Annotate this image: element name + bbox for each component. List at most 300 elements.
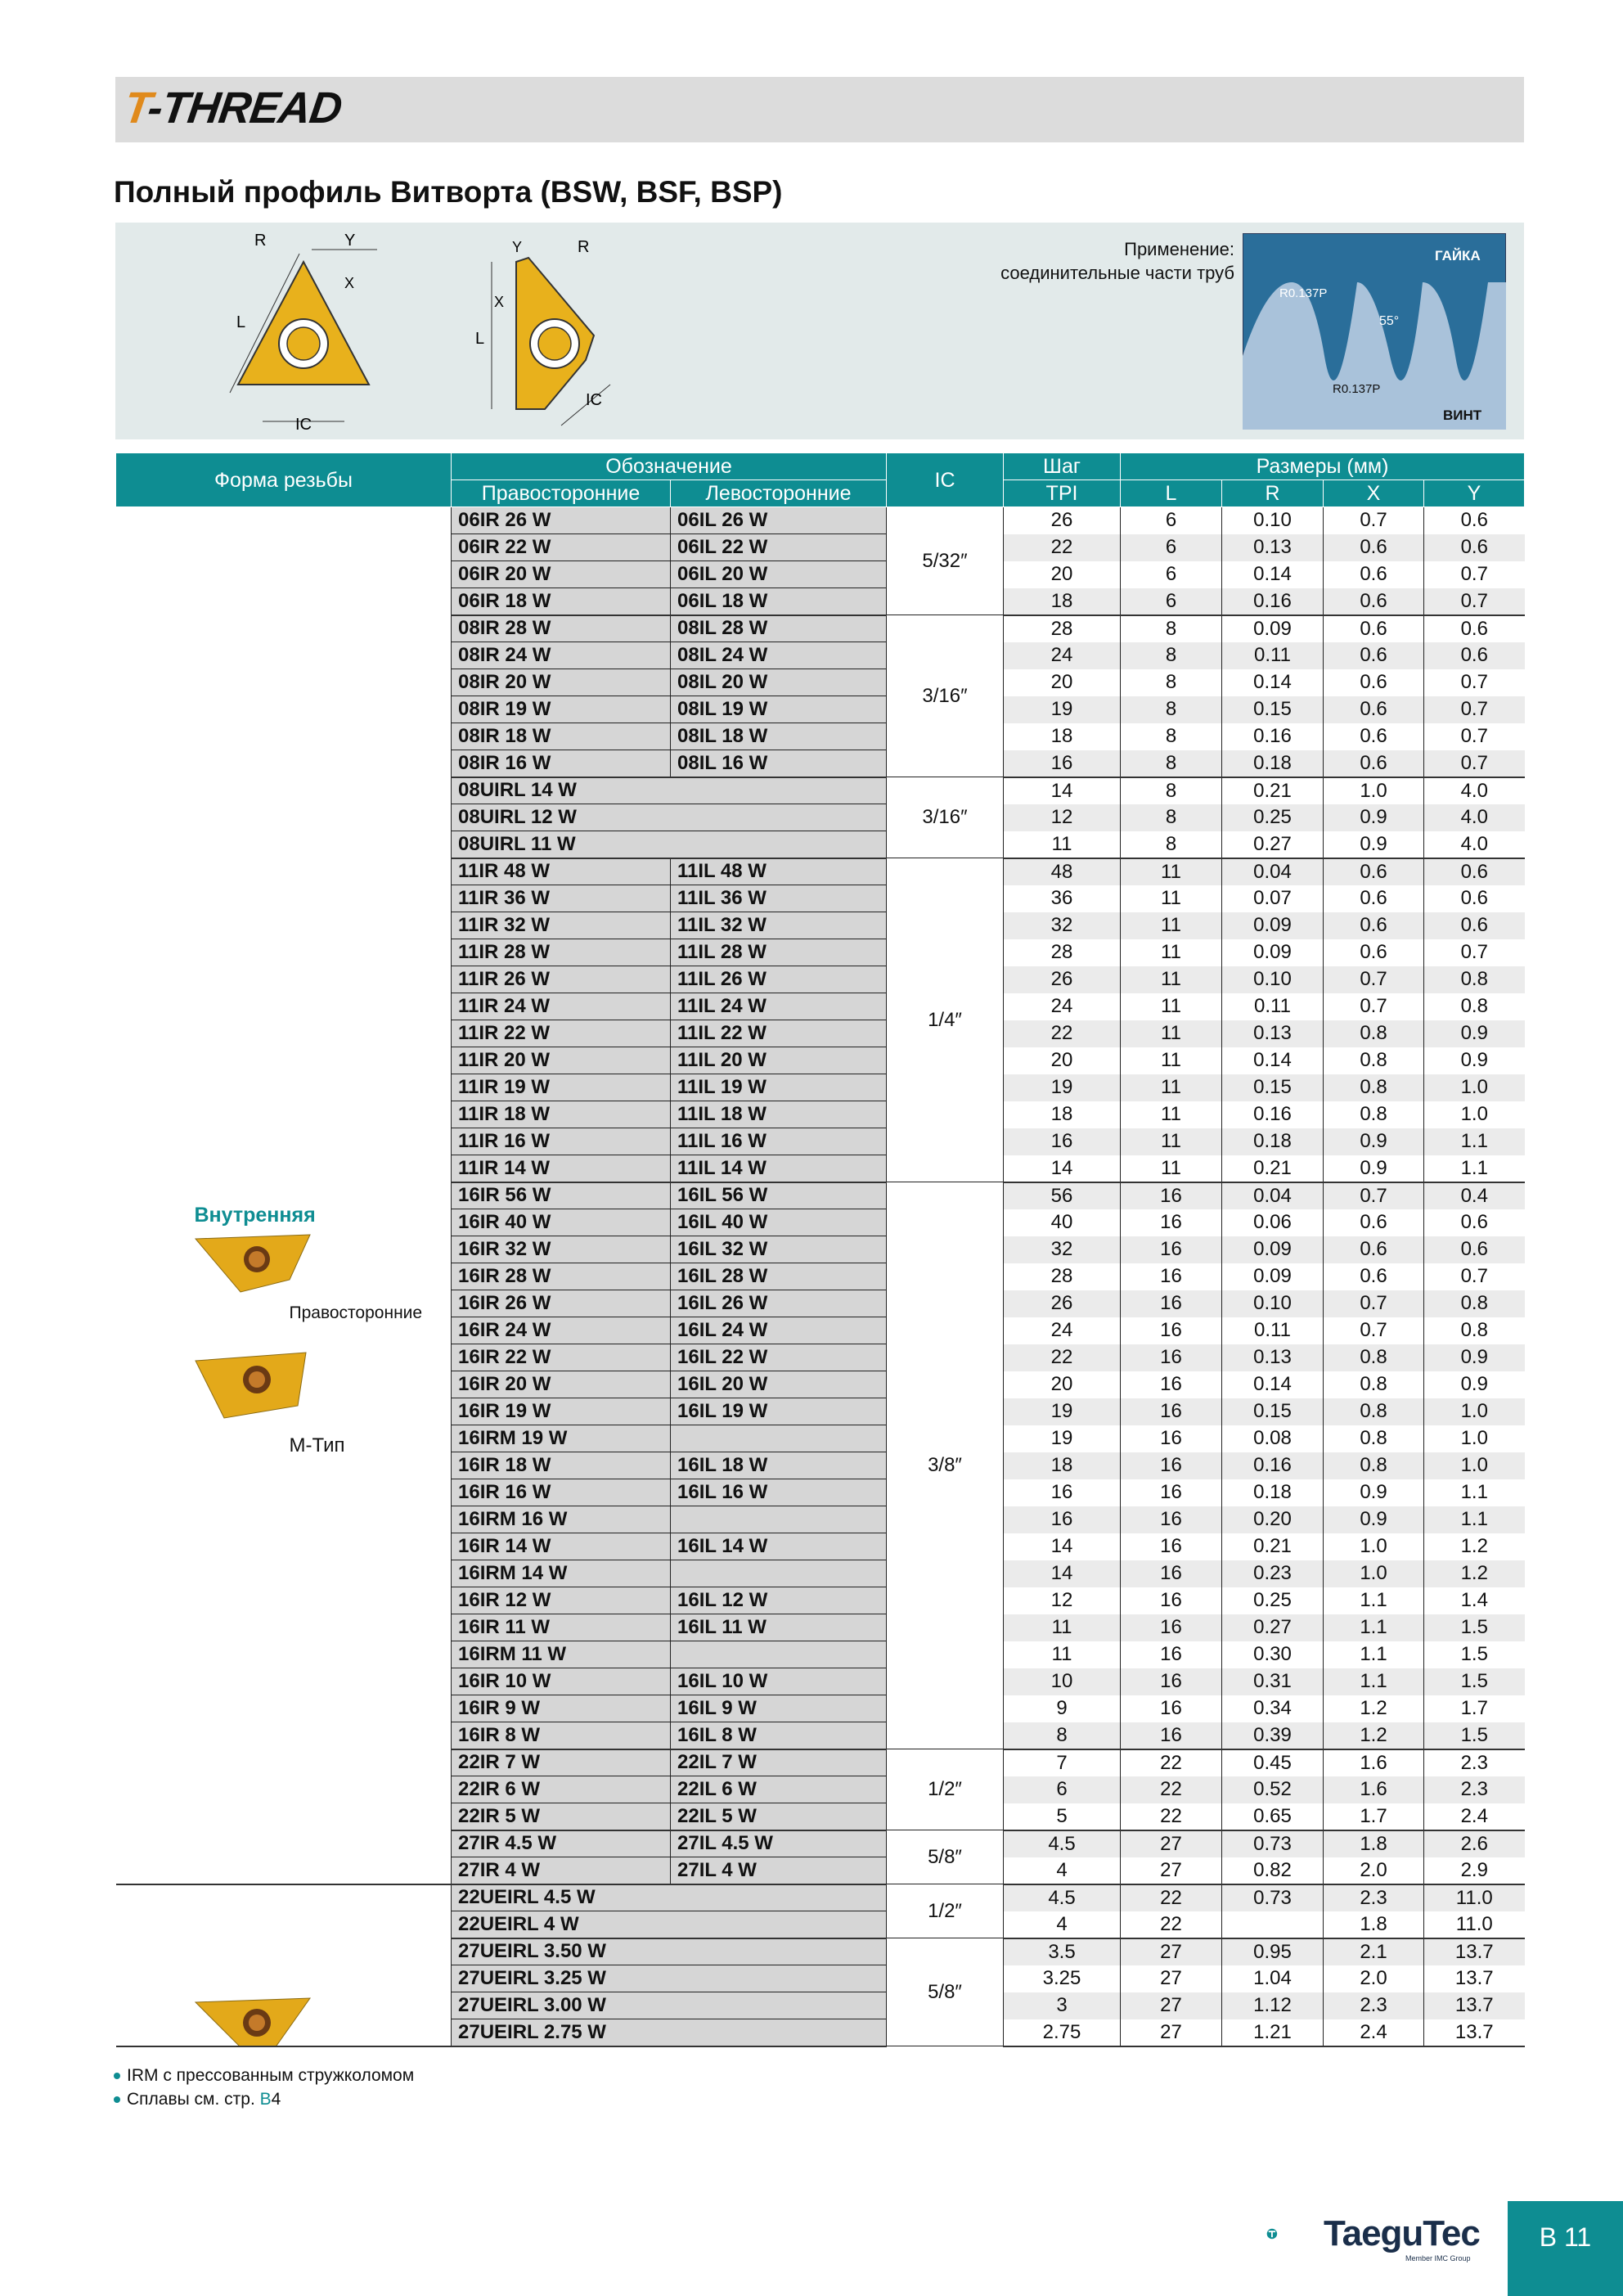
r-value: 0.73	[1222, 1830, 1324, 1857]
r-value: 0.45	[1222, 1749, 1324, 1776]
designation-code: 27UEIRL 3.00 W	[452, 1992, 887, 2019]
r-value: 0.30	[1222, 1641, 1324, 1668]
insert-photo-u-type	[191, 1994, 314, 2046]
l-value: 16	[1121, 1533, 1222, 1560]
right-hand-code: 11IR 16 W	[452, 1128, 671, 1155]
tpi-value: 28	[1004, 615, 1121, 642]
left-hand-code: 22IL 6 W	[671, 1776, 887, 1803]
y-value: 0.6	[1424, 885, 1525, 912]
left-hand-code: 16IL 10 W	[671, 1668, 887, 1695]
y-value: 0.7	[1424, 1263, 1525, 1290]
right-hand-code: 08IR 28 W	[452, 615, 671, 642]
tpi-value: 18	[1004, 1452, 1121, 1479]
l-value: 27	[1121, 1992, 1222, 2019]
l-value: 8	[1121, 615, 1222, 642]
x-value: 0.8	[1324, 1101, 1424, 1128]
x-value: 1.0	[1324, 1533, 1424, 1560]
y-value: 1.5	[1424, 1668, 1525, 1695]
y-value: 2.4	[1424, 1803, 1525, 1830]
l-value: 6	[1121, 507, 1222, 534]
x-value: 2.3	[1324, 1884, 1424, 1911]
tpi-value: 28	[1004, 1263, 1121, 1290]
designation-code: 27UEIRL 3.50 W	[452, 1938, 887, 1965]
tpi-value: 20	[1004, 561, 1121, 588]
tpi-value: 14	[1004, 777, 1121, 804]
x-value: 0.6	[1324, 588, 1424, 615]
y-value: 0.7	[1424, 561, 1525, 588]
l-value: 8	[1121, 777, 1222, 804]
tpi-value: 4.5	[1004, 1884, 1121, 1911]
x-value: 0.9	[1324, 831, 1424, 858]
right-hand-code: 16IR 18 W	[452, 1452, 671, 1479]
l-value: 27	[1121, 2019, 1222, 2046]
svg-text:R0.137P: R0.137P	[1333, 382, 1381, 396]
grades-page-link[interactable]: B	[259, 2090, 272, 2109]
y-value: 0.8	[1424, 993, 1525, 1020]
table-row	[116, 507, 1525, 534]
l-value: 11	[1121, 993, 1222, 1020]
y-value: 0.7	[1424, 939, 1525, 966]
col-right-hand: Правосторонние	[452, 480, 671, 507]
col-dimensions: Размеры (мм)	[1121, 453, 1525, 480]
l-value: 16	[1121, 1695, 1222, 1722]
l-value: 16	[1121, 1587, 1222, 1614]
l-value: 16	[1121, 1614, 1222, 1641]
y-value: 1.1	[1424, 1128, 1525, 1155]
tpi-value: 22	[1004, 534, 1121, 561]
y-value: 2.3	[1424, 1749, 1525, 1776]
left-hand-code: 22IL 5 W	[671, 1803, 887, 1830]
right-hand-code: 11IR 32 W	[452, 912, 671, 939]
bullet-icon	[114, 2073, 120, 2079]
x-value: 0.6	[1324, 1263, 1424, 1290]
l-value: 22	[1121, 1884, 1222, 1911]
left-hand-code: 11IL 36 W	[671, 885, 887, 912]
r-value: 0.07	[1222, 885, 1324, 912]
right-hand-code: 16IRM 14 W	[452, 1560, 671, 1587]
tpi-value: 7	[1004, 1749, 1121, 1776]
r-value: 0.16	[1222, 588, 1324, 615]
x-value: 0.7	[1324, 966, 1424, 993]
x-value: 0.9	[1324, 1479, 1424, 1506]
r-value: 0.14	[1222, 561, 1324, 588]
right-hand-code: 16IR 16 W	[452, 1479, 671, 1506]
tpi-value: 22	[1004, 1020, 1121, 1047]
col-r: R	[1222, 480, 1324, 507]
tpi-value: 6	[1004, 1776, 1121, 1803]
y-value: 1.0	[1424, 1101, 1525, 1128]
r-value: 0.13	[1222, 1020, 1324, 1047]
right-hand-code: 16IR 24 W	[452, 1317, 671, 1344]
r-value: 0.09	[1222, 1263, 1324, 1290]
y-value: 1.7	[1424, 1695, 1525, 1722]
l-value: 6	[1121, 534, 1222, 561]
tpi-value: 11	[1004, 1641, 1121, 1668]
l-value: 11	[1121, 1128, 1222, 1155]
tpi-value: 19	[1004, 1425, 1121, 1452]
x-value: 0.9	[1324, 1506, 1424, 1533]
left-hand-code: 16IL 24 W	[671, 1317, 887, 1344]
y-value: 0.6	[1424, 1236, 1525, 1263]
r-value: 0.10	[1222, 1290, 1324, 1317]
x-value: 0.6	[1324, 615, 1424, 642]
tpi-value: 18	[1004, 723, 1121, 750]
right-hand-code: 16IR 32 W	[452, 1236, 671, 1263]
y-value: 1.5	[1424, 1722, 1525, 1749]
tpi-value: 9	[1004, 1695, 1121, 1722]
r-value: 0.95	[1222, 1938, 1324, 1965]
ic-size: 5/32″	[887, 507, 1004, 615]
r-value: 0.21	[1222, 1155, 1324, 1182]
right-hand-code: 16IR 56 W	[452, 1182, 671, 1209]
left-hand-code: 11IL 28 W	[671, 939, 887, 966]
tpi-value: 40	[1004, 1209, 1121, 1236]
tpi-value: 24	[1004, 1317, 1121, 1344]
left-hand-code: 08IL 28 W	[671, 615, 887, 642]
y-value: 1.0	[1424, 1425, 1525, 1452]
right-hand-code: 11IR 14 W	[452, 1155, 671, 1182]
tpi-value: 11	[1004, 831, 1121, 858]
right-hand-code: 06IR 22 W	[452, 534, 671, 561]
right-hand-code: 16IR 10 W	[452, 1668, 671, 1695]
col-pitch: Шаг	[1004, 453, 1121, 480]
y-value: 13.7	[1424, 1965, 1525, 1992]
r-value: 0.31	[1222, 1668, 1324, 1695]
right-hand-code: 08IR 24 W	[452, 642, 671, 669]
left-hand-code: 16IL 19 W	[671, 1398, 887, 1425]
svg-text:L: L	[236, 313, 246, 331]
tpi-value: 3	[1004, 1992, 1121, 2019]
page-number: B 11	[1508, 2201, 1623, 2296]
left-hand-code	[671, 1425, 887, 1452]
y-value: 0.7	[1424, 750, 1525, 777]
tpi-value: 12	[1004, 1587, 1121, 1614]
l-value: 11	[1121, 885, 1222, 912]
l-value: 16	[1121, 1398, 1222, 1425]
u-type-form-cell	[116, 1884, 452, 2046]
y-value: 0.9	[1424, 1344, 1525, 1371]
r-value: 0.09	[1222, 939, 1324, 966]
x-value: 1.0	[1324, 1560, 1424, 1587]
tpi-value: 48	[1004, 858, 1121, 885]
y-value: 11.0	[1424, 1884, 1525, 1911]
x-value: 0.6	[1324, 534, 1424, 561]
designation-code: 08UIRL 11 W	[452, 831, 887, 858]
y-value: 13.7	[1424, 1992, 1525, 2019]
y-value: 0.8	[1424, 966, 1525, 993]
x-value: 0.8	[1324, 1452, 1424, 1479]
r-value: 0.25	[1222, 1587, 1324, 1614]
right-hand-code: 16IR 14 W	[452, 1533, 671, 1560]
svg-text:ВИНТ: ВИНТ	[1443, 407, 1482, 423]
ic-size: 5/8″	[887, 1938, 1004, 2046]
l-value: 22	[1121, 1911, 1222, 1938]
x-value: 0.8	[1324, 1398, 1424, 1425]
left-hand-code	[671, 1506, 887, 1533]
left-hand-code: 16IL 8 W	[671, 1722, 887, 1749]
right-hand-code: 08IR 18 W	[452, 723, 671, 750]
r-value: 0.18	[1222, 750, 1324, 777]
r-value: 0.18	[1222, 1479, 1324, 1506]
y-value: 0.9	[1424, 1020, 1525, 1047]
right-hand-code: 22IR 6 W	[452, 1776, 671, 1803]
y-value: 4.0	[1424, 804, 1525, 831]
l-value: 16	[1121, 1452, 1222, 1479]
l-value: 16	[1121, 1209, 1222, 1236]
left-hand-code: 27IL 4.5 W	[671, 1830, 887, 1857]
y-value: 0.6	[1424, 1209, 1525, 1236]
left-hand-code: 08IL 24 W	[671, 642, 887, 669]
tpi-value: 8	[1004, 1722, 1121, 1749]
right-hand-label: Правосторонние	[289, 1303, 423, 1322]
svg-text:L: L	[475, 330, 485, 348]
l-value: 16	[1121, 1317, 1222, 1344]
r-value: 0.14	[1222, 1371, 1324, 1398]
y-value: 4.0	[1424, 777, 1525, 804]
ic-size: 1/2″	[887, 1749, 1004, 1830]
l-value: 22	[1121, 1803, 1222, 1830]
l-value: 11	[1121, 912, 1222, 939]
l-value: 27	[1121, 1830, 1222, 1857]
r-value: 0.09	[1222, 1236, 1324, 1263]
left-hand-code: 16IL 11 W	[671, 1614, 887, 1641]
left-hand-code: 16IL 14 W	[671, 1533, 887, 1560]
l-value: 16	[1121, 1506, 1222, 1533]
right-hand-code: 16IR 26 W	[452, 1290, 671, 1317]
r-value: 0.09	[1222, 912, 1324, 939]
note-irm: IRM с прессованным стружколомом	[114, 2064, 414, 2087]
tpi-value: 4	[1004, 1857, 1121, 1884]
tpi-value: 36	[1004, 885, 1121, 912]
tpi-value: 28	[1004, 939, 1121, 966]
thread-profile-illustration	[1243, 233, 1506, 430]
r-value: 0.18	[1222, 1128, 1324, 1155]
x-value: 0.9	[1324, 804, 1424, 831]
left-hand-code: 16IL 40 W	[671, 1209, 887, 1236]
tpi-value: 14	[1004, 1155, 1121, 1182]
r-value: 0.65	[1222, 1803, 1324, 1830]
l-value: 11	[1121, 858, 1222, 885]
tpi-value: 20	[1004, 669, 1121, 696]
x-value: 0.8	[1324, 1047, 1424, 1074]
y-value: 1.1	[1424, 1155, 1525, 1182]
x-value: 2.0	[1324, 1857, 1424, 1884]
svg-text:R0.137P: R0.137P	[1279, 286, 1328, 300]
l-value: 6	[1121, 561, 1222, 588]
r-value: 0.11	[1222, 642, 1324, 669]
l-value: 22	[1121, 1776, 1222, 1803]
left-hand-code: 16IL 26 W	[671, 1290, 887, 1317]
tpi-value: 16	[1004, 1506, 1121, 1533]
tpi-value: 32	[1004, 912, 1121, 939]
col-x: X	[1324, 480, 1424, 507]
x-value: 1.0	[1324, 777, 1424, 804]
tpi-value: 26	[1004, 1290, 1121, 1317]
r-value: 0.14	[1222, 669, 1324, 696]
x-value: 0.6	[1324, 1236, 1424, 1263]
x-value: 0.6	[1324, 939, 1424, 966]
r-value: 0.16	[1222, 723, 1324, 750]
tpi-value: 12	[1004, 804, 1121, 831]
x-value: 0.8	[1324, 1344, 1424, 1371]
brand-name: TaeguTec	[1324, 2213, 1480, 2253]
right-hand-code: 27IR 4 W	[452, 1857, 671, 1884]
y-value: 0.7	[1424, 723, 1525, 750]
y-value: 1.5	[1424, 1614, 1525, 1641]
right-hand-code: 11IR 28 W	[452, 939, 671, 966]
x-value: 1.1	[1324, 1614, 1424, 1641]
tpi-value: 3.25	[1004, 1965, 1121, 1992]
tpi-value: 3.5	[1004, 1938, 1121, 1965]
y-value: 1.0	[1424, 1398, 1525, 1425]
designation-code: 08UIRL 12 W	[452, 804, 887, 831]
l-value: 8	[1121, 750, 1222, 777]
right-hand-code: 11IR 36 W	[452, 885, 671, 912]
svg-text:Y: Y	[512, 239, 523, 255]
right-hand-code: 16IR 9 W	[452, 1695, 671, 1722]
right-hand-code: 16IR 20 W	[452, 1371, 671, 1398]
tpi-value: 20	[1004, 1047, 1121, 1074]
r-value: 0.23	[1222, 1560, 1324, 1587]
bullet-icon	[114, 2096, 120, 2103]
l-value: 11	[1121, 966, 1222, 993]
r-value: 0.04	[1222, 1182, 1324, 1209]
l-value: 16	[1121, 1263, 1222, 1290]
x-value: 1.7	[1324, 1803, 1424, 1830]
l-value: 11	[1121, 1155, 1222, 1182]
left-hand-code: 22IL 7 W	[671, 1749, 887, 1776]
x-value: 0.9	[1324, 1128, 1424, 1155]
left-hand-code: 08IL 18 W	[671, 723, 887, 750]
r-value: 0.21	[1222, 1533, 1324, 1560]
r-value: 0.06	[1222, 1209, 1324, 1236]
y-value: 13.7	[1424, 1938, 1525, 1965]
ic-size: 5/8″	[887, 1830, 1004, 1884]
tpi-value: 16	[1004, 1479, 1121, 1506]
triangle-insert-drawing	[205, 229, 402, 434]
x-value: 0.8	[1324, 1020, 1424, 1047]
l-value: 8	[1121, 831, 1222, 858]
right-hand-code: 16IR 22 W	[452, 1344, 671, 1371]
x-value: 0.6	[1324, 912, 1424, 939]
l-value: 11	[1121, 1101, 1222, 1128]
r-value: 0.27	[1222, 1614, 1324, 1641]
l-value: 8	[1121, 804, 1222, 831]
r-value: 0.08	[1222, 1425, 1324, 1452]
left-hand-code: 08IL 19 W	[671, 696, 887, 723]
x-value: 0.7	[1324, 1290, 1424, 1317]
svg-text:ГАЙКА: ГАЙКА	[1435, 248, 1481, 263]
l-value: 11	[1121, 1074, 1222, 1101]
y-value: 13.7	[1424, 2019, 1525, 2046]
tpi-value: 10	[1004, 1668, 1121, 1695]
x-value: 0.7	[1324, 993, 1424, 1020]
y-value: 0.6	[1424, 534, 1525, 561]
designation-code: 22UEIRL 4 W	[452, 1911, 887, 1938]
insert-table	[115, 452, 1525, 2047]
r-value: 0.16	[1222, 1452, 1324, 1479]
insert-photo-right	[191, 1231, 314, 1296]
col-y: Y	[1424, 480, 1525, 507]
y-value: 1.2	[1424, 1533, 1525, 1560]
x-value: 0.8	[1324, 1074, 1424, 1101]
r-value: 1.21	[1222, 2019, 1324, 2046]
x-value: 0.9	[1324, 1155, 1424, 1182]
x-value: 0.6	[1324, 561, 1424, 588]
x-value: 0.8	[1324, 1425, 1424, 1452]
r-value: 0.27	[1222, 831, 1324, 858]
tpi-value: 24	[1004, 642, 1121, 669]
x-value: 0.8	[1324, 1371, 1424, 1398]
side-insert-drawing	[463, 229, 627, 434]
l-value: 8	[1121, 642, 1222, 669]
left-hand-code: 11IL 20 W	[671, 1047, 887, 1074]
left-hand-code: 08IL 20 W	[671, 669, 887, 696]
profile-diagram	[115, 223, 1524, 439]
right-hand-code: 11IR 26 W	[452, 966, 671, 993]
tpi-value: 16	[1004, 750, 1121, 777]
designation-code: 27UEIRL 3.25 W	[452, 1965, 887, 1992]
tpi-value: 19	[1004, 696, 1121, 723]
l-value: 27	[1121, 1938, 1222, 1965]
l-value: 11	[1121, 939, 1222, 966]
tpi-value: 18	[1004, 588, 1121, 615]
tpi-value: 32	[1004, 1236, 1121, 1263]
y-value: 1.5	[1424, 1641, 1525, 1668]
y-value: 1.0	[1424, 1452, 1525, 1479]
right-hand-code: 11IR 22 W	[452, 1020, 671, 1047]
l-value: 16	[1121, 1371, 1222, 1398]
y-value: 4.0	[1424, 831, 1525, 858]
r-value: 0.34	[1222, 1695, 1324, 1722]
tpi-value: 56	[1004, 1182, 1121, 1209]
left-hand-code: 11IL 24 W	[671, 993, 887, 1020]
y-value: 0.6	[1424, 858, 1525, 885]
r-value: 0.52	[1222, 1776, 1324, 1803]
l-value: 16	[1121, 1668, 1222, 1695]
application-text: Применение: соединительные части труб	[1000, 239, 1234, 283]
svg-text:R: R	[254, 232, 267, 250]
r-value: 0.82	[1222, 1857, 1324, 1884]
y-value: 0.9	[1424, 1047, 1525, 1074]
right-hand-code: 08IR 20 W	[452, 669, 671, 696]
tpi-value: 19	[1004, 1074, 1121, 1101]
x-value: 0.6	[1324, 696, 1424, 723]
left-hand-code: 16IL 28 W	[671, 1263, 887, 1290]
x-value: 1.2	[1324, 1695, 1424, 1722]
y-value: 2.3	[1424, 1776, 1525, 1803]
right-hand-code: 22IR 5 W	[452, 1803, 671, 1830]
left-hand-code: 11IL 16 W	[671, 1128, 887, 1155]
right-hand-code: 16IR 19 W	[452, 1398, 671, 1425]
y-value: 0.6	[1424, 912, 1525, 939]
left-hand-code: 11IL 26 W	[671, 966, 887, 993]
x-value: 1.8	[1324, 1830, 1424, 1857]
left-hand-code: 11IL 22 W	[671, 1020, 887, 1047]
right-hand-code: 08IR 19 W	[452, 696, 671, 723]
tpi-value: 20	[1004, 1371, 1121, 1398]
svg-text:55°: 55°	[1379, 314, 1400, 328]
right-hand-code: 11IR 20 W	[452, 1047, 671, 1074]
internal-label: Внутренняя	[194, 1203, 316, 1227]
tpi-value: 11	[1004, 1614, 1121, 1641]
col-designation: Обозначение	[452, 453, 887, 480]
x-value: 0.7	[1324, 1317, 1424, 1344]
l-value: 11	[1121, 1020, 1222, 1047]
page-title: Полный профиль Витворта (BSW, BSF, BSP)	[114, 175, 783, 209]
l-value: 8	[1121, 669, 1222, 696]
tpi-value: 22	[1004, 1344, 1121, 1371]
